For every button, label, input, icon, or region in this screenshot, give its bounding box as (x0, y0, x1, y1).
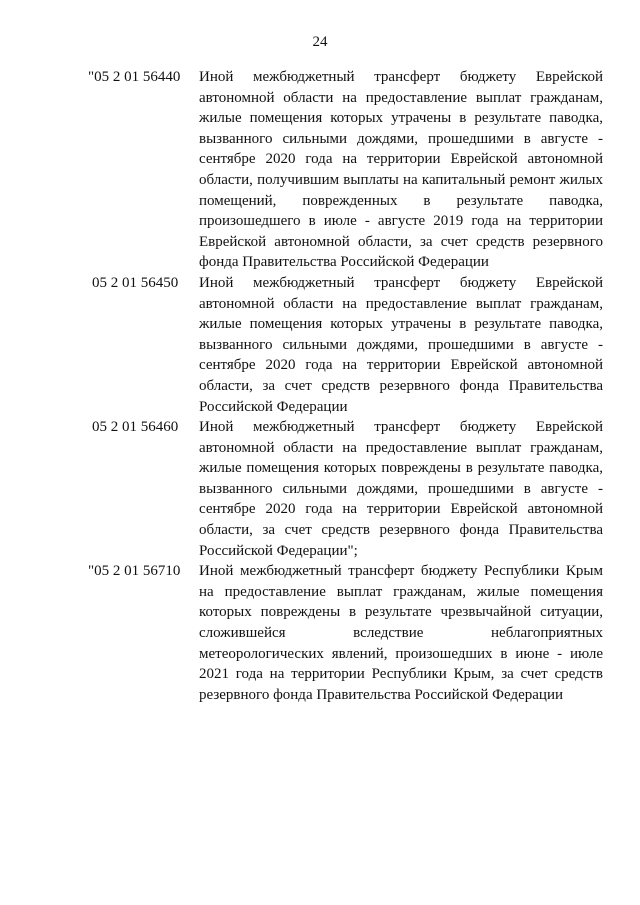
budget-entry (88, 561, 603, 705)
entry-code: "05 2 01 56440 (88, 69, 181, 85)
page-number: 24 (312, 34, 328, 50)
budget-entry (88, 273, 603, 417)
entry-description: Иной межбюджетный трансферт бюджету Еврейской автономной области на предоставление выплат гражданам, жилые помещения которых утрачены в результате паводка, вызванного сильными дождями, прошедшими в августе - сентябре 2020 года на территории Еврейской автономной области, получившим выплаты на капитальный ремонт жилых помещений, поврежденных в результате паводка, произошедшего в июле - августе 2019 года на территории Еврейской автономной области, за счет средств резервного фонда Правительства Российской Федерации (199, 69, 603, 271)
entry-description: Иной межбюджетный трансферт бюджету Республики Крым на предоставление выплат гражданам, жилые помещения которых повреждены в результате чрезвычайной ситуации, сложившейся вследствие неблагоприятных метеорологических явлений, произошедших в июне - июле 2021 года на территории Республики Крым, за счет средств резервного фонда Правительства Российской Федерации (199, 563, 603, 703)
budget-entry (88, 67, 603, 273)
budget-entry (88, 417, 603, 561)
entry-code: 05 2 01 56460 (92, 419, 179, 436)
entry-description: Иной межбюджетный трансферт бюджету Еврейской автономной области на предоставление выплат гражданам, жилые помещения которых повреждены в результате паводка, вызванного сильными дождями, прошедшими в августе - сентябре 2020 года на территории Еврейской автономной области, за счет средств резервного фонда Правительства Российской Федерации"; (199, 419, 603, 559)
entry-code: 05 2 01 56450 (92, 274, 179, 291)
budget-entries-list (88, 67, 603, 705)
entry-code: "05 2 01 56710 (88, 563, 181, 580)
entry-description: Иной межбюджетный трансферт бюджету Еврейской автономной области на предоставление выплат гражданам, жилые помещения которых утрачены в результате паводка, вызванного сильными дождями, прошедшими в августе - сентябре 2020 года на территории Еврейской автономной области, за счет средств резервного фонда Правительства Российской Федерации (199, 274, 603, 415)
